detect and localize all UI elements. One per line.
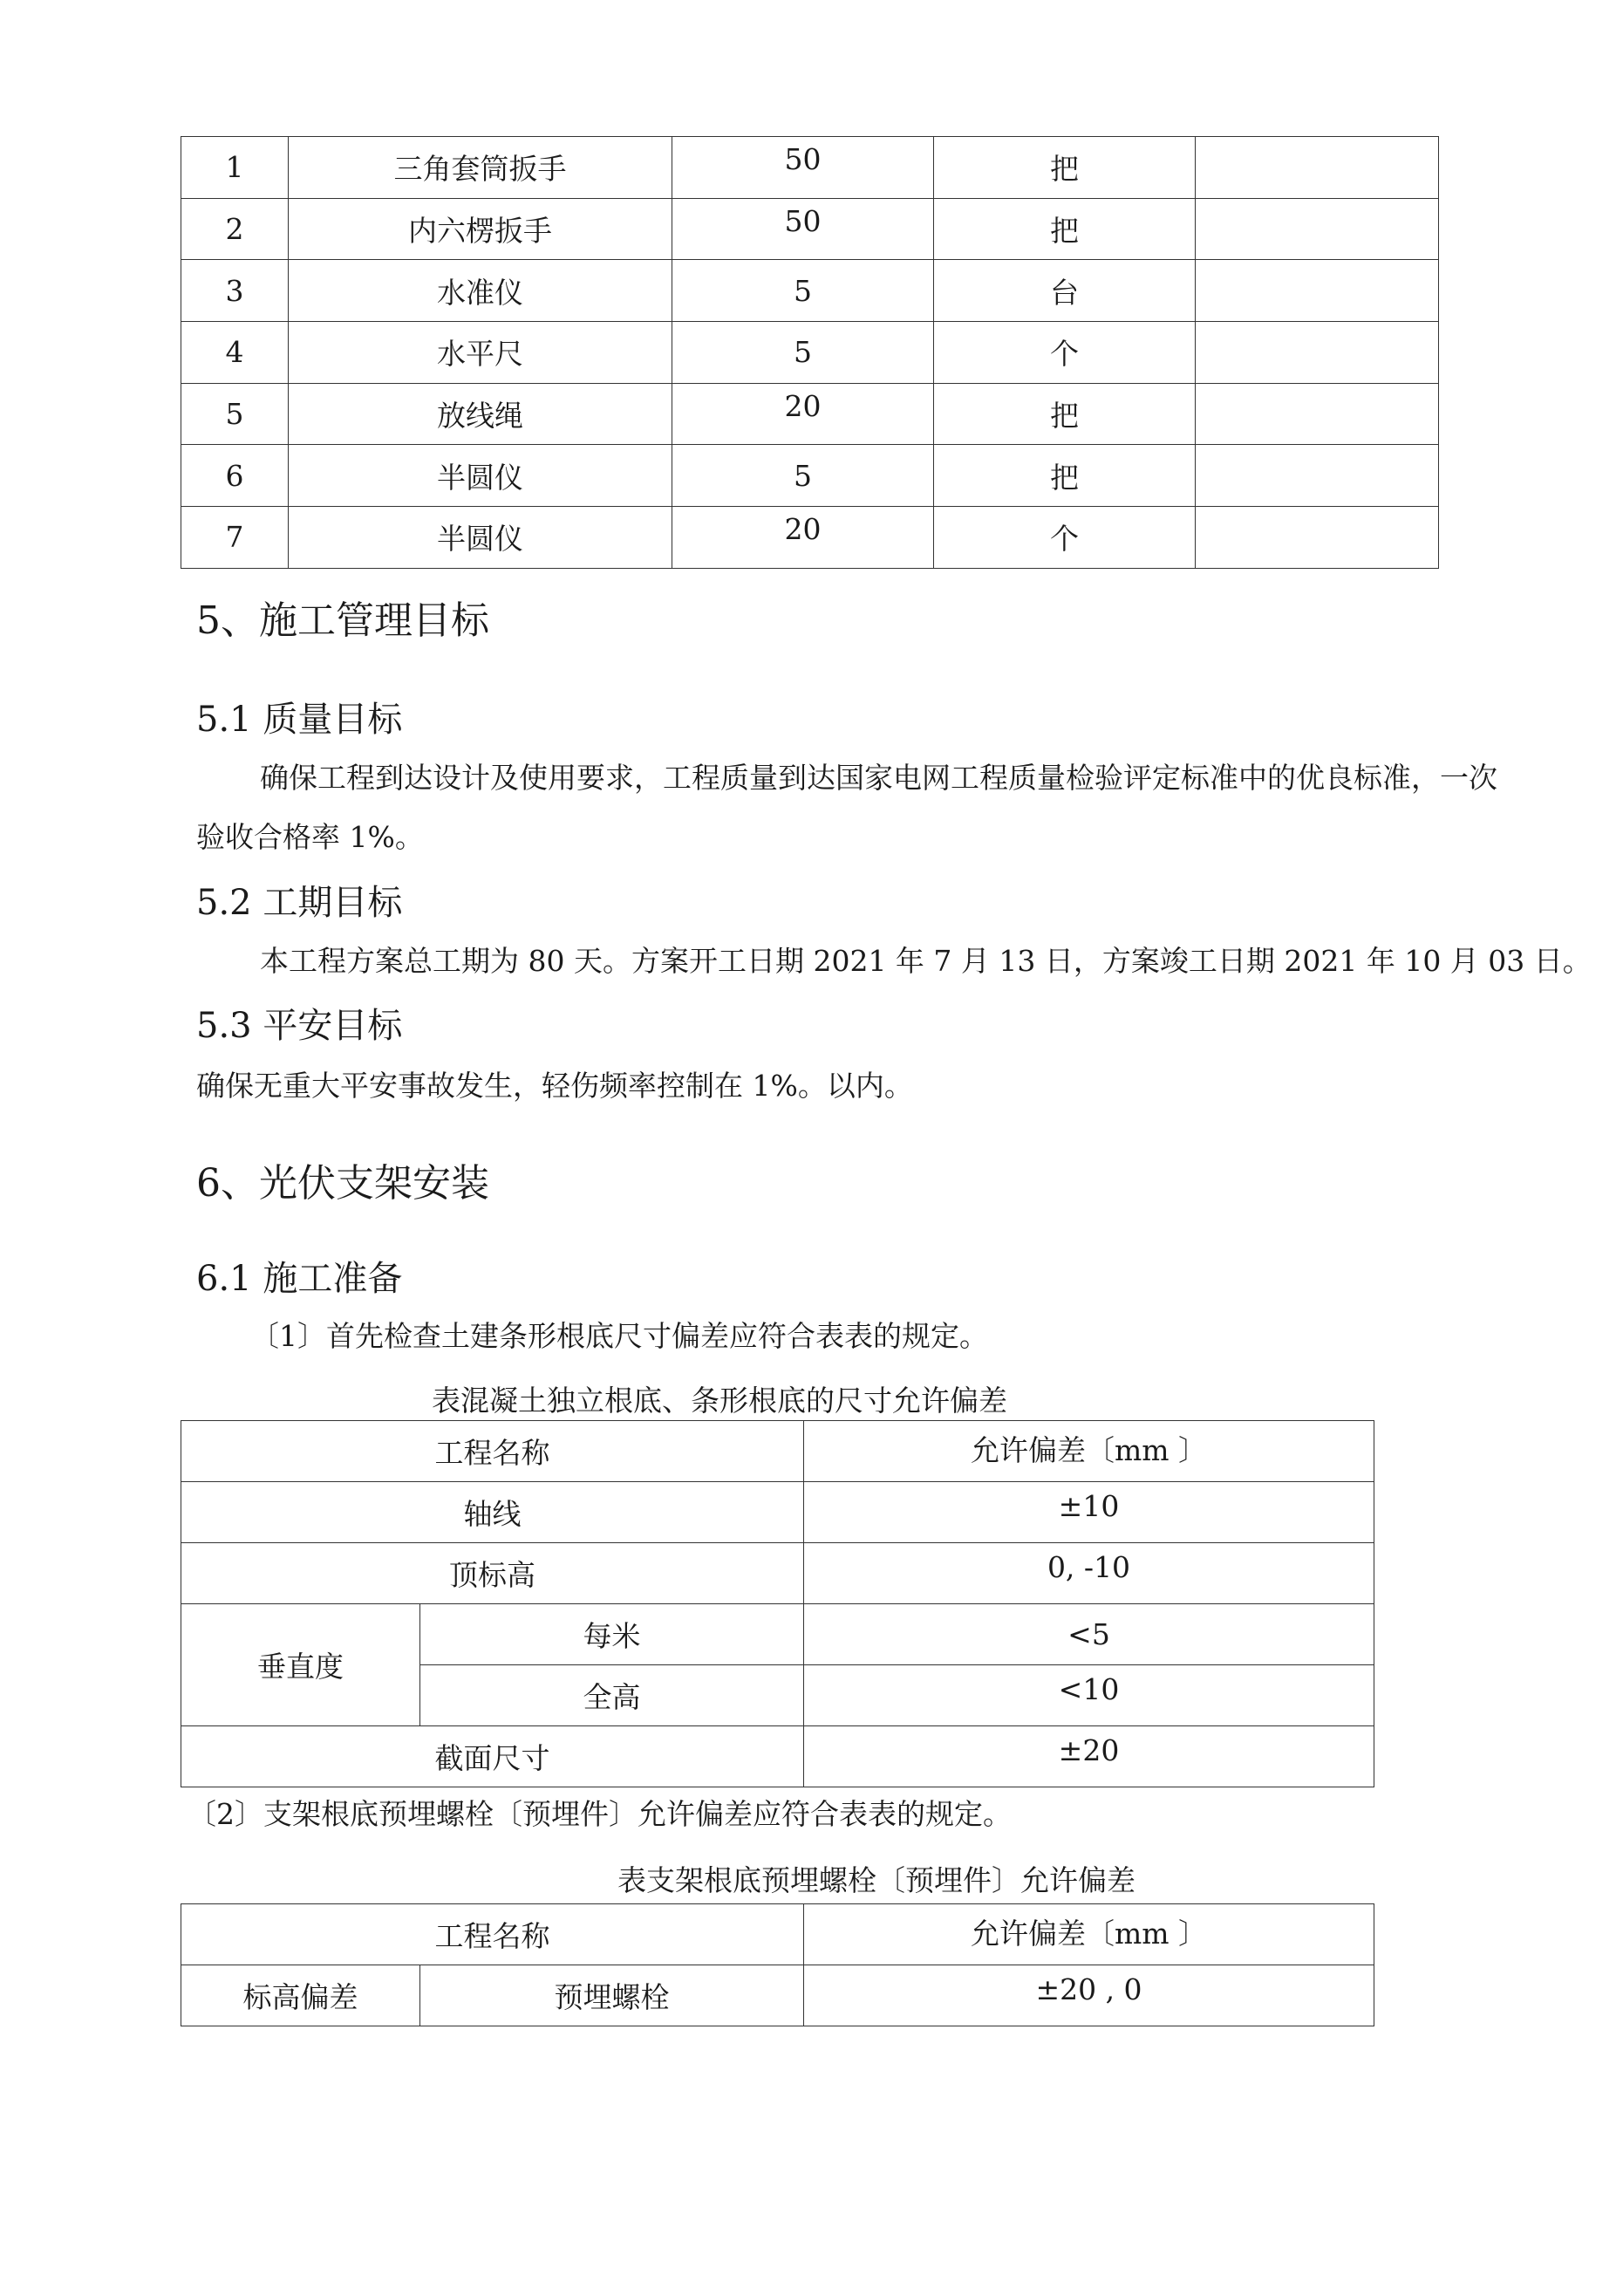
tool-name: 半圆仪 xyxy=(289,507,672,569)
table-row xyxy=(181,1482,1374,1543)
row-section-size-value: ±20 xyxy=(804,1726,1374,1787)
tool-unit: 把 xyxy=(934,198,1196,260)
table-row xyxy=(181,1421,1374,1482)
row-embedded-bolt-value: ±20 , 0 xyxy=(804,1965,1374,2026)
tool-name: 内六楞扳手 xyxy=(289,198,672,260)
section-5-1-title: 5.1 质量目标 xyxy=(196,700,403,740)
quality-goal-line-1: 确保工程到达设计及使用要求，工程质量到达国家电网工程质量检验评定标准中的优良标准，一次 xyxy=(260,761,1497,795)
row-no: 5 xyxy=(181,383,289,445)
prep-item-2: 〔2〕支架根底预埋螺栓〔预埋件〕允许偏差应符合表表的规定。 xyxy=(188,1797,1012,1831)
tool-note xyxy=(1196,507,1439,569)
row-top-elevation: 顶标高 xyxy=(181,1543,804,1604)
tool-name: 水准仪 xyxy=(289,260,672,322)
row-per-meter-value: <5 xyxy=(804,1604,1374,1665)
tools-table xyxy=(181,136,1439,569)
row-full-height-value: <10 xyxy=(804,1665,1374,1726)
table-row xyxy=(181,1604,1374,1665)
section-5-2-title: 5.2 工期目标 xyxy=(196,883,403,923)
tool-note xyxy=(1196,322,1439,384)
header-tolerance: 允许偏差〔mm 〕 xyxy=(804,1421,1374,1482)
tool-name: 放线绳 xyxy=(289,383,672,445)
row-section-size: 截面尺寸 xyxy=(181,1726,804,1787)
row-elevation-deviation: 标高偏差 xyxy=(181,1965,420,2026)
row-full-height: 全高 xyxy=(420,1665,804,1726)
row-top-elevation-value: 0, -10 xyxy=(804,1543,1374,1604)
foundation-tolerance-table xyxy=(181,1420,1374,1787)
row-no: 6 xyxy=(181,445,289,507)
row-embedded-bolt: 预埋螺栓 xyxy=(420,1965,804,2026)
table-row xyxy=(181,322,1439,384)
table-row xyxy=(181,507,1439,569)
tool-note xyxy=(1196,198,1439,260)
table-row xyxy=(181,1543,1374,1604)
table-row xyxy=(181,1904,1374,1965)
section-5-title: 5、施工管理目标 xyxy=(196,598,489,643)
tool-unit: 台 xyxy=(934,260,1196,322)
table2-caption: 表支架根底预埋螺栓〔预埋件〕允许偏差 xyxy=(617,1863,1135,1897)
tool-qty: 5 xyxy=(672,445,934,507)
safety-goal-text: 确保无重大平安事故发生，轻伤频率控制在 1%。以内。 xyxy=(196,1069,913,1103)
tool-unit: 把 xyxy=(934,445,1196,507)
tool-name: 水平尺 xyxy=(289,322,672,384)
tool-qty: 20 xyxy=(672,383,934,445)
row-verticality: 垂直度 xyxy=(181,1604,420,1726)
tool-qty: 50 xyxy=(672,137,934,199)
row-axis: 轴线 xyxy=(181,1482,804,1543)
section-6-title: 6、光伏支架安装 xyxy=(196,1161,489,1206)
embedded-bolt-tolerance-table xyxy=(181,1903,1374,2026)
tool-qty: 5 xyxy=(672,260,934,322)
tool-qty: 50 xyxy=(672,198,934,260)
tool-unit: 个 xyxy=(934,322,1196,384)
table-row xyxy=(181,137,1439,199)
table-row xyxy=(181,198,1439,260)
tool-unit: 个 xyxy=(934,507,1196,569)
table-row xyxy=(181,1726,1374,1787)
header-item-name: 工程名称 xyxy=(181,1904,804,1965)
tool-note xyxy=(1196,383,1439,445)
table-row xyxy=(181,445,1439,507)
table-row xyxy=(181,383,1439,445)
row-no: 7 xyxy=(181,507,289,569)
row-no: 4 xyxy=(181,322,289,384)
table-row xyxy=(181,1965,1374,2026)
schedule-goal-text: 本工程方案总工期为 80 天。方案开工日期 2021 年 7 月 13 日，方案竣工日期 2021 年 10 月 03 日。 xyxy=(260,944,1592,978)
row-axis-value: ±10 xyxy=(804,1482,1374,1543)
row-no: 3 xyxy=(181,260,289,322)
row-no: 2 xyxy=(181,198,289,260)
tool-unit: 把 xyxy=(934,383,1196,445)
prep-item-1: 〔1〕首先检查土建条形根底尺寸偏差应符合表表的规定。 xyxy=(250,1319,988,1353)
section-6-1-title: 6.1 施工准备 xyxy=(196,1259,403,1299)
table-row xyxy=(181,260,1439,322)
header-tolerance: 允许偏差〔mm 〕 xyxy=(804,1904,1374,1965)
tool-note xyxy=(1196,445,1439,507)
section-5-3-title: 5.3 平安目标 xyxy=(196,1006,403,1046)
tool-note xyxy=(1196,260,1439,322)
tool-qty: 20 xyxy=(672,507,934,569)
row-per-meter: 每米 xyxy=(420,1604,804,1665)
tool-qty: 5 xyxy=(672,322,934,384)
table1-caption: 表混凝土独立根底、条形根底的尺寸允许偏差 xyxy=(432,1384,1007,1418)
quality-goal-line-2: 验收合格率 1%。 xyxy=(196,820,424,854)
tool-note xyxy=(1196,137,1439,199)
tool-name: 半圆仪 xyxy=(289,445,672,507)
tool-unit: 把 xyxy=(934,137,1196,199)
tool-name: 三角套筒扳手 xyxy=(289,137,672,199)
header-item-name: 工程名称 xyxy=(181,1421,804,1482)
row-no: 1 xyxy=(181,137,289,199)
